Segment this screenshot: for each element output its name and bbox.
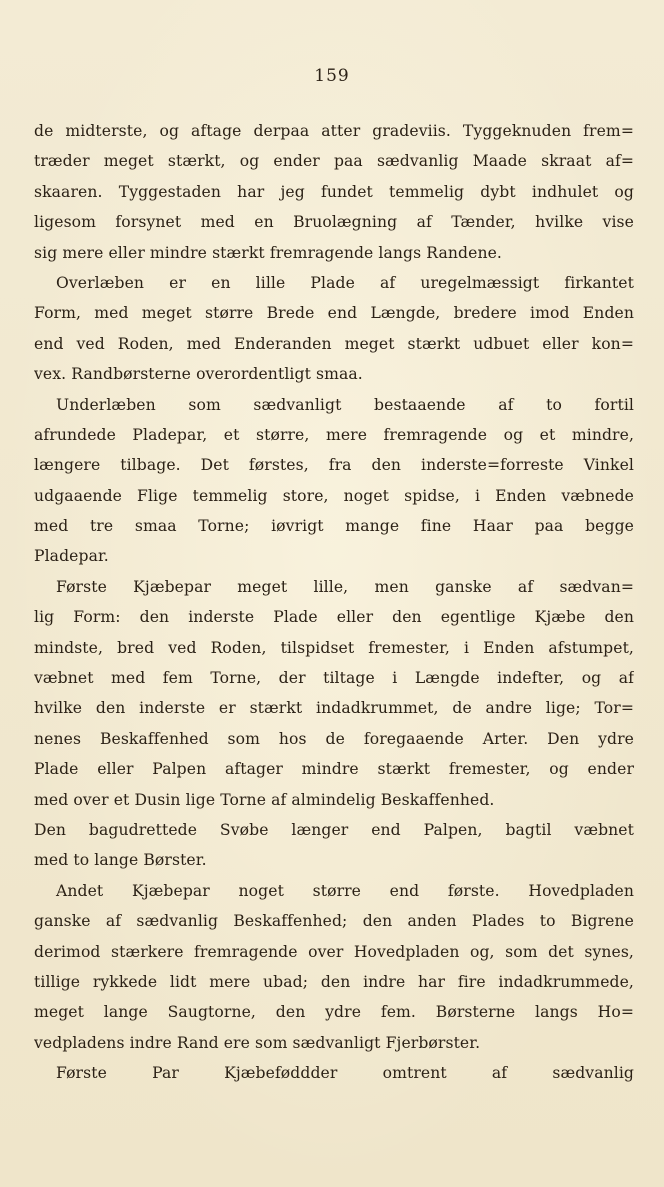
text-line: ligesom forsynet med en Bruolægning af Tænder, hvilke vise [34,213,634,232]
text-line: Den bagudrettede Svøbe længer end Palpen, bagtil væbnet [34,820,634,839]
text-line: væbnet med fem Torne, der tiltage i Længde indefter, og af [34,669,634,688]
text-line: længere tilbage. Det førstes, fra den inderste=forreste Vinkel [34,456,634,475]
text-line: sig mere eller mindre stærkt fremragende langs Randene. [34,243,502,262]
text-line: Plade eller Palpen aftager mindre stærkt fremester, og ender [34,760,634,779]
text-line: mindste, bred ved Roden, tilspidset fremester, i Enden afstumpet, [34,638,634,657]
text-line: med over et Dusin lige Torne af almindelig Beskaffenhed. [34,790,495,809]
text-line: hvilke den inderste er stærkt indadkrummet, de andre lige; Tor= [34,699,634,718]
text-line: skaaren. Tyggestaden har jeg fundet temmelig dybt indhulet og [34,182,634,201]
text-line: meget lange Saugtorne, den ydre fem. Børsterne langs Ho= [34,1003,634,1022]
text-line: Overlæben er en lille Plade af uregelmæssigt firkantet [56,273,634,292]
page-number: 159 [314,66,350,86]
text-line: lig Form: den inderste Plade eller den egentlige Kjæbe den [34,608,634,627]
text-line: vedpladens indre Rand ere som sædvanligt Fjerbørster. [34,1033,481,1052]
text-line: vex. Randbørsterne overordentligt smaa. [34,365,363,384]
text-line: udgaaende Flige temmelig store, noget spidse, i Enden væbnede [34,486,634,505]
text-line: Første Par Kjæbeføddder omtrent af sædvanlig [56,1064,634,1083]
text-line: træder meget stærkt, og ender paa sædvanlig Maade skraat af= [34,152,634,171]
text-line: Første Kjæbepar meget lille, men ganske af sædvan= [56,577,634,596]
text-line: derimod stærkere fremragende over Hovedpladen og, som det synes, [34,942,634,961]
text-line: ganske af sædvanlig Beskaffenhed; den anden Plades to Bigrene [34,912,634,931]
text-line: afrundede Pladepar, et større, mere fremragende og et mindre, [34,425,634,444]
text-line: Pladepar. [34,547,109,566]
text-line: Andet Kjæbepar noget større end første. Hovedpladen [56,881,634,900]
text-line: med to lange Børster. [34,851,207,870]
text-line: tillige rykkede lidt mere ubad; den indre har fire indadkrummede, [34,972,634,991]
text-line: de midterste, og aftage derpaa atter gradeviis. Tyggeknuden frem= [34,122,634,140]
text-line: med tre smaa Torne; iøvrigt mange fine Haar paa begge [34,517,634,536]
text-line: nenes Beskaffenhed som hos de foregaaende Arter. Den ydre [34,729,634,748]
text-line: end ved Roden, med Enderanden meget stærkt udbuet eller kon= [34,334,634,353]
text-line: Form, med meget større Brede end Længde, bredere imod Enden [34,304,634,323]
body-text [34,116,634,1089]
text-line: Underlæben som sædvanligt bestaaende af to fortil [56,395,634,414]
